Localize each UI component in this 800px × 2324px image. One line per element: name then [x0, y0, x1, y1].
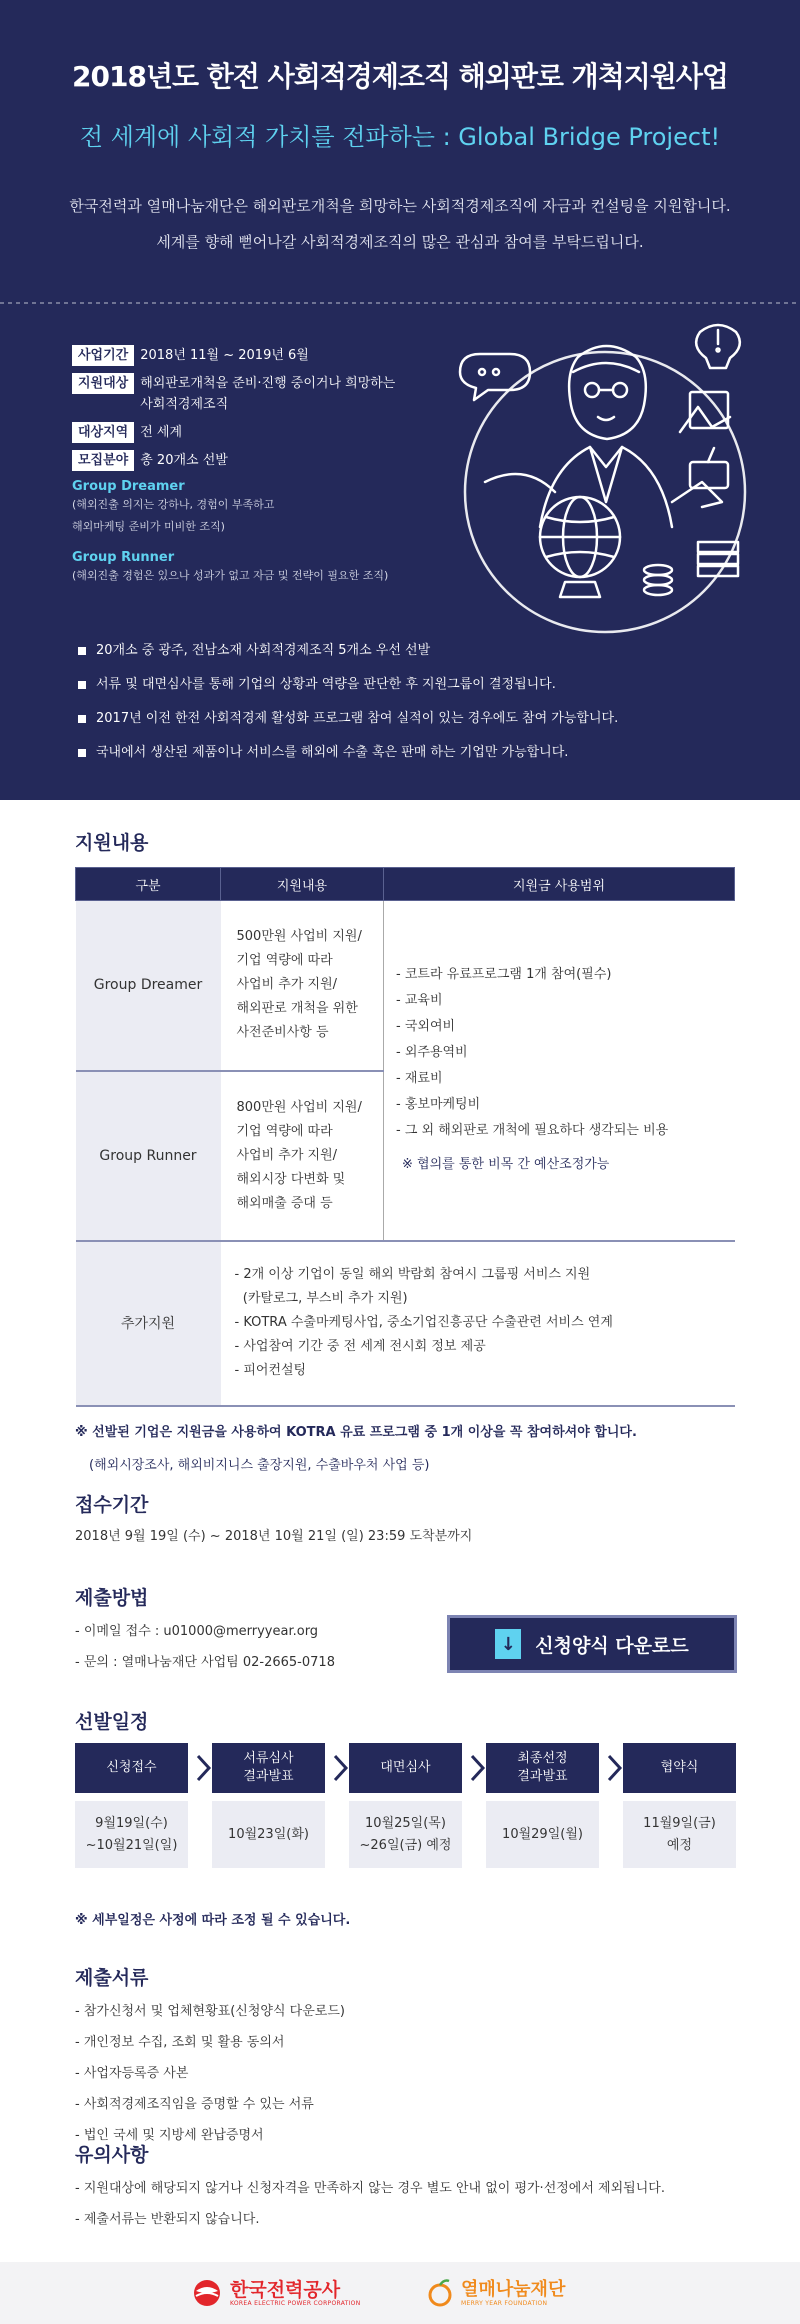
bullet-text: 2017년 이전 한전 사회적경제 활성화 프로그램 참여 실적이 있는 경우에도 참여 가능합니다. [96, 711, 619, 726]
submit-contact: - 문의 : 열매나눔재단 사업팀 02-2665-0718 [75, 1655, 335, 1670]
target-line: 해외판로개척을 준비·진행 중이거나 희망하는 [140, 376, 396, 391]
reception-title: 접수기간 [75, 1494, 149, 1516]
info-row-field [72, 450, 492, 471]
scope-line: - 교육비 [396, 993, 443, 1009]
kepco-emblem-icon [190, 2278, 224, 2308]
table-header-row [76, 868, 735, 901]
list-item: - 사업자등록증 사본 [75, 2066, 189, 2081]
column-header: 구분 [76, 868, 221, 901]
list-item: - 사회적경제조직임을 증명할 수 있는 서류 [75, 2097, 314, 2112]
submit-title: 제출방법 [75, 1587, 149, 1609]
reception-text: 2018년 9월 19일 (수) ~ 2018년 10월 21일 (일) 23:59 도착분까지 [75, 1529, 473, 1544]
chevron-right-icon [467, 1753, 487, 1783]
step-date [486, 1801, 599, 1868]
dreamer-desc [72, 494, 492, 538]
eligibility-bullets [78, 638, 618, 774]
scope-cell [384, 901, 735, 1241]
list-item: - 참가신청서 및 업체현황표(신청양식 다운로드) [75, 2004, 345, 2019]
fruit-emblem-icon [425, 2278, 455, 2308]
support-line: 해외매출 증대 등 [236, 1195, 333, 1211]
caution-section [75, 2140, 735, 2235]
schedule-step [486, 1743, 599, 1868]
extra-line: (카탈로그, 부스비 추가 지원) [234, 1291, 408, 1306]
support-line: 500만원 사업비 지원/ [236, 929, 362, 945]
extra-cell [221, 1241, 735, 1406]
caution-list [75, 2173, 735, 2235]
kepco-name: 한국전력공사 [230, 2278, 341, 2301]
extra-line: - 피어컨설팅 [234, 1363, 307, 1378]
step-heading [212, 1743, 325, 1793]
intro-line: 한국전력과 열매나눔재단은 해외판로개척을 희망하는 사회적경제조직에 자금과 컨설팅을 지원합니다. [69, 197, 731, 215]
kepco-logo [190, 2278, 361, 2308]
scope-line: - 외주용역비 [396, 1045, 468, 1061]
bullet-square-icon [78, 647, 86, 655]
target-tag: 지원대상 [72, 373, 134, 394]
schedule-step [623, 1743, 736, 1868]
kind-cell: 추가지원 [76, 1241, 221, 1406]
runner-title: Group Runner [72, 550, 175, 565]
chevron-right-icon [193, 1753, 213, 1783]
period-tag: 사업기간 [72, 345, 134, 366]
step-heading-line: 협약식 [660, 1760, 699, 1775]
step-date-line: 10월29일(월) [502, 1826, 583, 1842]
support-line: 해외시장 다변화 및 [236, 1171, 346, 1187]
schedule-flow [75, 1743, 735, 1873]
table-row-extra [76, 1241, 735, 1406]
support-title: 지원내용 [75, 832, 149, 854]
list-item: - 법인 국세 및 지방세 완납증명서 [75, 2128, 264, 2143]
dreamer-desc-line: (해외진출 의지는 강하나, 경험이 부족하고 [72, 498, 275, 511]
step-heading-line: 결과발표 [243, 1769, 294, 1784]
documents-title: 제출서류 [75, 1967, 149, 1989]
footer-logos [0, 2262, 800, 2324]
bullet-text: 서류 및 대면심사를 통해 기업의 상황과 역량을 판단한 후 지원그룹이 결정됩니다. [96, 677, 556, 692]
field-tag: 모집분야 [72, 450, 134, 471]
target-value [140, 373, 395, 415]
support-cell [221, 901, 384, 1071]
period-value: 2018년 11월 ~ 2019년 6월 [140, 348, 309, 363]
list-item: - 제출서류는 반환되지 않습니다. [75, 2212, 260, 2227]
scope-line: - 국외여비 [396, 1019, 456, 1035]
scope-line: - 코트라 유료프로그램 1개 참여(필수) [396, 967, 612, 983]
field-value: 총 20개소 선발 [140, 453, 228, 468]
intro-text [0, 188, 800, 260]
step-date [349, 1801, 462, 1868]
step-date [623, 1801, 736, 1868]
submit-section [75, 1583, 435, 1678]
scope-line: - 그 외 해외판로 개척에 필요하다 생각되는 비용 [396, 1123, 669, 1139]
bullet-item [78, 638, 618, 672]
businessman-globe-illustration [440, 312, 770, 642]
target-line: 사회적경제조직 [140, 397, 229, 412]
chevron-right-icon [330, 1753, 350, 1783]
step-heading-line: 최종선정 [517, 1751, 568, 1766]
support-line: 사업비 추가 지원/ [236, 1147, 338, 1163]
dashed-divider [0, 302, 800, 304]
scope-note: ※ 협의를 통한 비목 간 예산조정가능 [402, 1157, 610, 1173]
download-form-button[interactable] [447, 1615, 737, 1673]
runner-desc: (해외진출 경험은 있으나 성과가 없고 자금 및 전략이 필요한 조직) [72, 569, 389, 582]
schedule-section [75, 1707, 735, 1734]
support-line: 기업 역량에 따라 [236, 953, 333, 969]
caution-title: 유의사항 [75, 2144, 149, 2166]
extra-line: - KOTRA 수출마케팅사업, 중소기업진흥공단 수출관련 서비스 연계 [234, 1315, 613, 1330]
submit-email: - 이메일 접수 : u01000@merryyear.org [75, 1624, 319, 1639]
step-heading-line: 서류심사 [243, 1751, 294, 1766]
support-footnote-sub: (해외시장조사, 해외비지니스 출장지원, 수출바우처 사업 등) [89, 1457, 430, 1473]
step-date-line: 11월9일(금) [643, 1815, 716, 1831]
step-date [212, 1801, 325, 1868]
chevron-right-icon [604, 1753, 624, 1783]
schedule-note: ※ 세부일정은 사정에 따라 조정 될 수 있습니다. [75, 1913, 351, 1928]
documents-section [75, 1963, 735, 2151]
page-title: 2018년도 한전 사회적경제조직 해외판로 개척지원사업 [72, 60, 728, 93]
support-line: 해외판로 개척을 위한 [236, 1001, 358, 1017]
dreamer-desc-line: 해외마케팅 준비가 미비한 조직) [72, 520, 225, 533]
bullet-square-icon [78, 749, 86, 757]
support-cell [221, 1071, 384, 1241]
bullet-item [78, 672, 618, 706]
program-info [72, 345, 492, 587]
kind-cell: Group Runner [76, 1071, 221, 1241]
support-footnote: ※ 선발된 기업은 지원금을 사용하여 KOTRA 유료 프로그램 중 1개 이상을 꼭 참여하셔야 합니다. [75, 1424, 637, 1440]
step-heading [349, 1743, 462, 1793]
region-value: 전 세계 [140, 425, 183, 440]
step-heading [623, 1743, 736, 1793]
step-heading [486, 1743, 599, 1793]
dreamer-title: Group Dreamer [72, 479, 185, 494]
schedule-title: 선발일정 [75, 1711, 149, 1733]
documents-list [75, 1996, 735, 2151]
step-date-line: 예정 [666, 1837, 693, 1853]
support-table [75, 867, 735, 1407]
step-date-line: ~10월21일(일) [85, 1837, 178, 1853]
support-line: 기업 역량에 따라 [236, 1123, 333, 1139]
table-row-dreamer [76, 901, 735, 1071]
step-heading-line: 결과발표 [517, 1769, 568, 1784]
scope-line: - 홍보마케팅비 [396, 1097, 481, 1113]
support-section [75, 828, 735, 1473]
schedule-step [349, 1743, 462, 1868]
step-date-line: 9월19일(수) [95, 1815, 168, 1831]
support-line: 800만원 사업비 지원/ [236, 1099, 362, 1115]
step-heading-line: 대면심사 [380, 1760, 431, 1775]
support-line: 사업비 추가 지원/ [236, 977, 338, 993]
download-label: 신청양식 다운로드 [535, 1634, 689, 1657]
bullet-text: 국내에서 생산된 제품이나 서비스를 해외에 수출 혹은 판매 하는 기업만 가능합니다. [96, 745, 569, 760]
schedule-step [212, 1743, 325, 1868]
scope-line: - 재료비 [396, 1071, 443, 1087]
hero-banner [0, 0, 800, 800]
step-date-line: ~26일(금) 예정 [359, 1837, 452, 1853]
bullet-item [78, 706, 618, 740]
extra-line: - 사업참여 기간 중 전 세계 전시회 정보 제공 [234, 1339, 486, 1354]
step-heading [75, 1743, 188, 1793]
column-header: 지원금 사용범위 [384, 868, 735, 901]
bullet-square-icon [78, 715, 86, 723]
merry-en: MERRY YEAR FOUNDATION [461, 2299, 548, 2307]
reception-section [75, 1490, 735, 1552]
info-row-region [72, 422, 492, 443]
merry-logo [425, 2278, 565, 2308]
schedule-note-wrap [75, 1909, 735, 1928]
support-line: 사전준비사항 등 [236, 1025, 329, 1041]
schedule-step [75, 1743, 188, 1868]
merry-name: 열매나눔재단 [461, 2278, 566, 2300]
info-row-target [72, 373, 492, 415]
step-date-line: 10월23일(화) [228, 1826, 309, 1842]
step-heading-line: 신청접수 [106, 1760, 157, 1775]
column-header: 지원내용 [221, 868, 384, 901]
page-subtitle: 전 세계에 사회적 가치를 전파하는 : Global Bridge Project! [79, 123, 721, 151]
download-icon: ↓ [495, 1629, 521, 1659]
region-tag: 대상지역 [72, 422, 134, 443]
kepco-en: KOREA ELECTRIC POWER CORPORATION [230, 2299, 361, 2307]
list-item: - 지원대상에 해당되지 않거나 신청자격을 만족하지 않는 경우 별도 안내 없이 평가·선정에서 제외됩니다. [75, 2181, 665, 2196]
extra-line: - 2개 이상 기업이 동일 해외 박람회 참여시 그룹핑 서비스 지원 [234, 1267, 591, 1282]
list-item: - 개인정보 수집, 조회 및 활용 동의서 [75, 2035, 285, 2050]
bullet-text: 20개소 중 광주, 전남소재 사회적경제조직 5개소 우선 선발 [96, 643, 431, 658]
kind-cell: Group Dreamer [76, 901, 221, 1071]
bullet-square-icon [78, 681, 86, 689]
intro-line: 세계를 향해 뻗어나갈 사회적경제조직의 많은 관심과 참여를 부탁드립니다. [156, 233, 644, 251]
bullet-item [78, 740, 618, 774]
info-row-period [72, 345, 492, 366]
step-date-line: 10월25일(목) [365, 1815, 446, 1831]
step-date [75, 1801, 188, 1868]
